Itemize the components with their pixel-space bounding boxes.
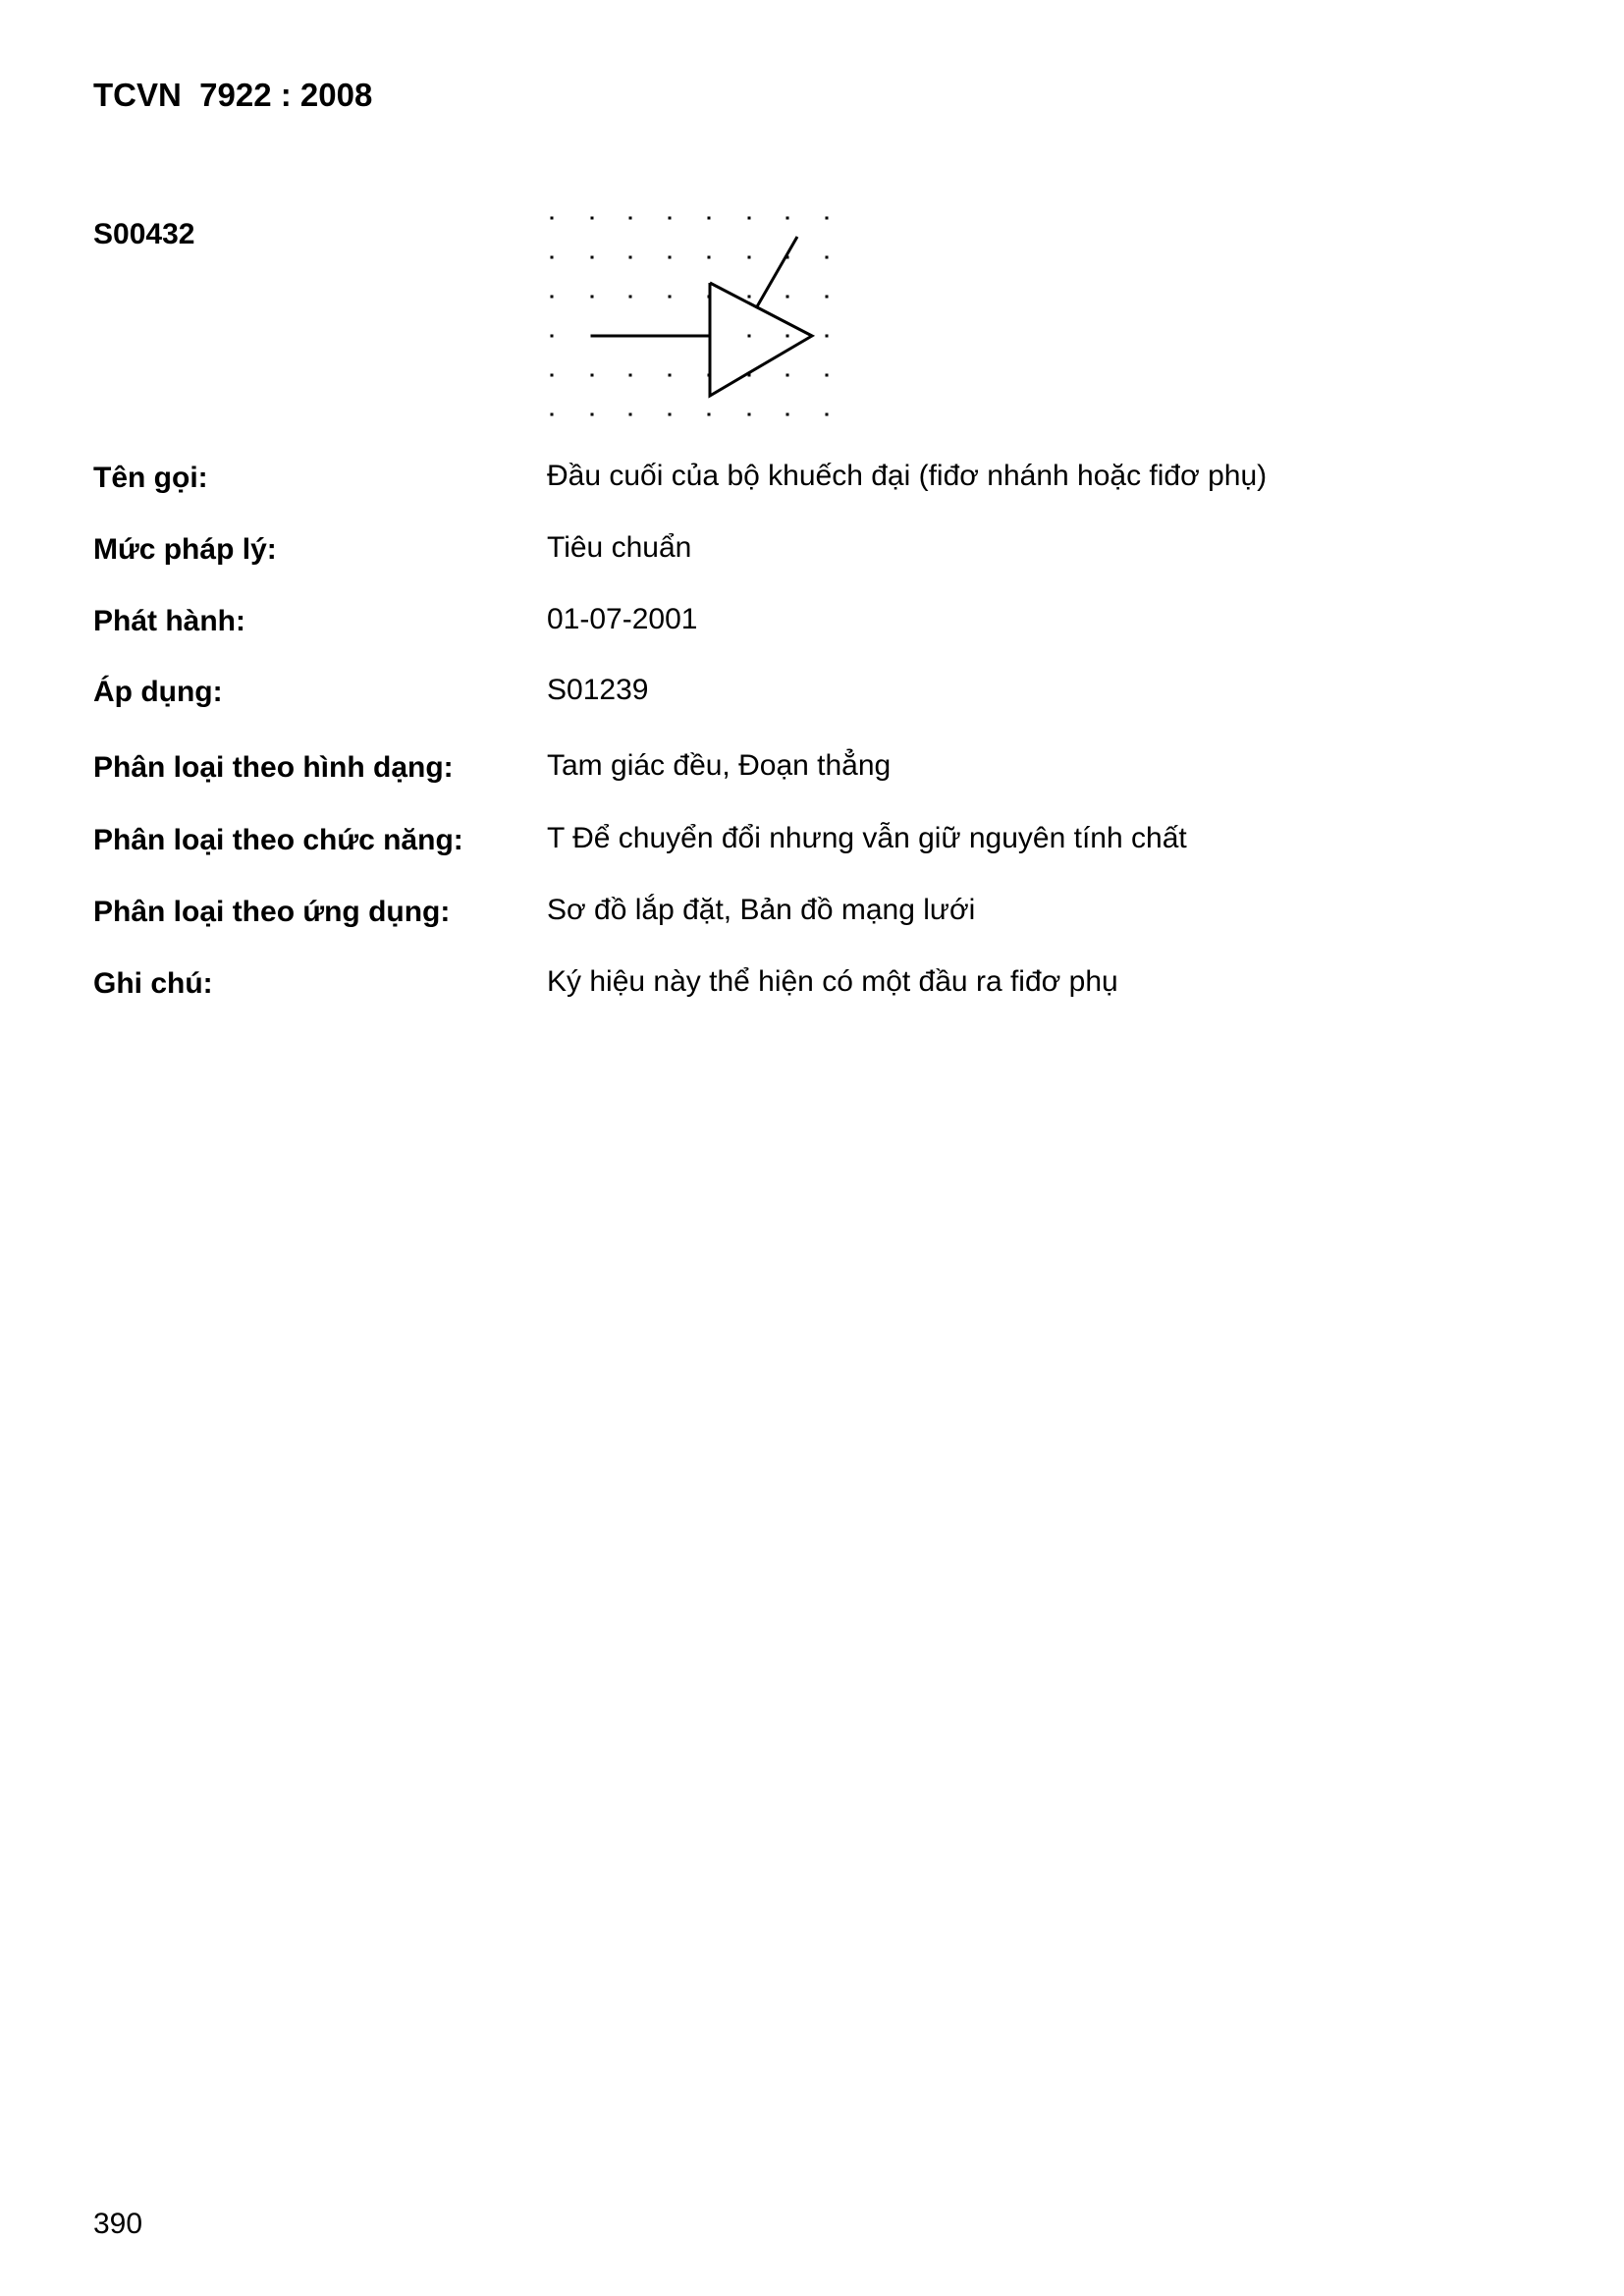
grid-dot — [748, 217, 751, 220]
grid-dot — [669, 413, 672, 416]
grid-dot — [826, 374, 829, 377]
grid-dot — [708, 217, 711, 220]
attribute-value: Tam giác đều, Đoạn thẳng — [547, 749, 892, 782]
grid-dot — [591, 217, 594, 220]
grid-dot — [591, 256, 594, 259]
grid-dot — [551, 335, 554, 338]
attribute-row — [93, 531, 1527, 574]
grid-dot — [629, 413, 632, 416]
grid-dot — [708, 256, 711, 259]
grid-dot — [551, 296, 554, 299]
branch-output-line — [756, 237, 797, 308]
attribute-value: Sơ đồ lắp đặt, Bản đồ mạng lưới — [547, 894, 976, 926]
grid-dot — [786, 335, 789, 338]
attribute-row — [93, 894, 1527, 937]
grid-dot — [748, 296, 751, 299]
grid-dot — [669, 256, 672, 259]
grid-dot — [551, 217, 554, 220]
grid-dot — [591, 296, 594, 299]
grid-dot — [551, 256, 554, 259]
grid-dot — [786, 374, 789, 377]
attribute-label: Phân loại theo hình dạng: — [93, 751, 454, 784]
grid-dot — [629, 296, 632, 299]
attribute-label: Tên gọi: — [93, 462, 208, 494]
grid-dot — [669, 217, 672, 220]
attribute-row — [93, 603, 1527, 646]
amplifier-terminal-symbol-icon — [530, 196, 854, 432]
document-header-title: TCVN 7922 : 2008 — [93, 77, 373, 113]
attribute-value: Đầu cuối của bộ khuếch đại (fiđơ nhánh hoặc fiđơ phụ) — [547, 460, 1268, 492]
attribute-label: Phân loại theo ứng dụng: — [93, 896, 451, 928]
grid-dot — [669, 296, 672, 299]
dot-grid — [551, 217, 829, 416]
attribute-label: Áp dụng: — [93, 676, 223, 708]
grid-dot — [826, 296, 829, 299]
attribute-row — [93, 749, 1527, 793]
grid-dot — [826, 217, 829, 220]
attribute-row — [93, 822, 1527, 865]
grid-dot — [786, 296, 789, 299]
page-number: 390 — [93, 2208, 143, 2240]
attribute-value: T Để chuyển đổi nhưng vẫn giữ nguyên tính chất — [547, 822, 1187, 854]
grid-dot — [591, 413, 594, 416]
grid-dot — [629, 256, 632, 259]
attribute-label: Phát hành: — [93, 605, 245, 637]
grid-dot — [669, 374, 672, 377]
attribute-label: Mức pháp lý: — [93, 533, 277, 566]
grid-dot — [826, 413, 829, 416]
grid-dot — [786, 413, 789, 416]
attribute-value: Ký hiệu này thể hiện có một đầu ra fiđơ phụ — [547, 965, 1118, 998]
grid-dot — [826, 256, 829, 259]
grid-dot — [708, 413, 711, 416]
symbol-code: S00432 — [93, 218, 195, 250]
attribute-value: S01239 — [547, 674, 649, 706]
grid-dot — [826, 335, 829, 338]
attribute-row — [93, 460, 1527, 503]
grid-dot — [748, 256, 751, 259]
attribute-value: 01-07-2001 — [547, 603, 698, 635]
grid-dot — [786, 217, 789, 220]
grid-dot — [748, 413, 751, 416]
attribute-row — [93, 674, 1527, 717]
grid-dot — [748, 335, 751, 338]
attribute-label: Ghi chú: — [93, 967, 213, 1000]
grid-dot — [591, 374, 594, 377]
grid-dot — [551, 413, 554, 416]
attribute-label: Phân loại theo chức năng: — [93, 824, 463, 856]
grid-dot — [629, 217, 632, 220]
attribute-value: Tiêu chuẩn — [547, 531, 692, 564]
attribute-row — [93, 965, 1527, 1009]
grid-dot — [629, 374, 632, 377]
grid-dot — [551, 374, 554, 377]
